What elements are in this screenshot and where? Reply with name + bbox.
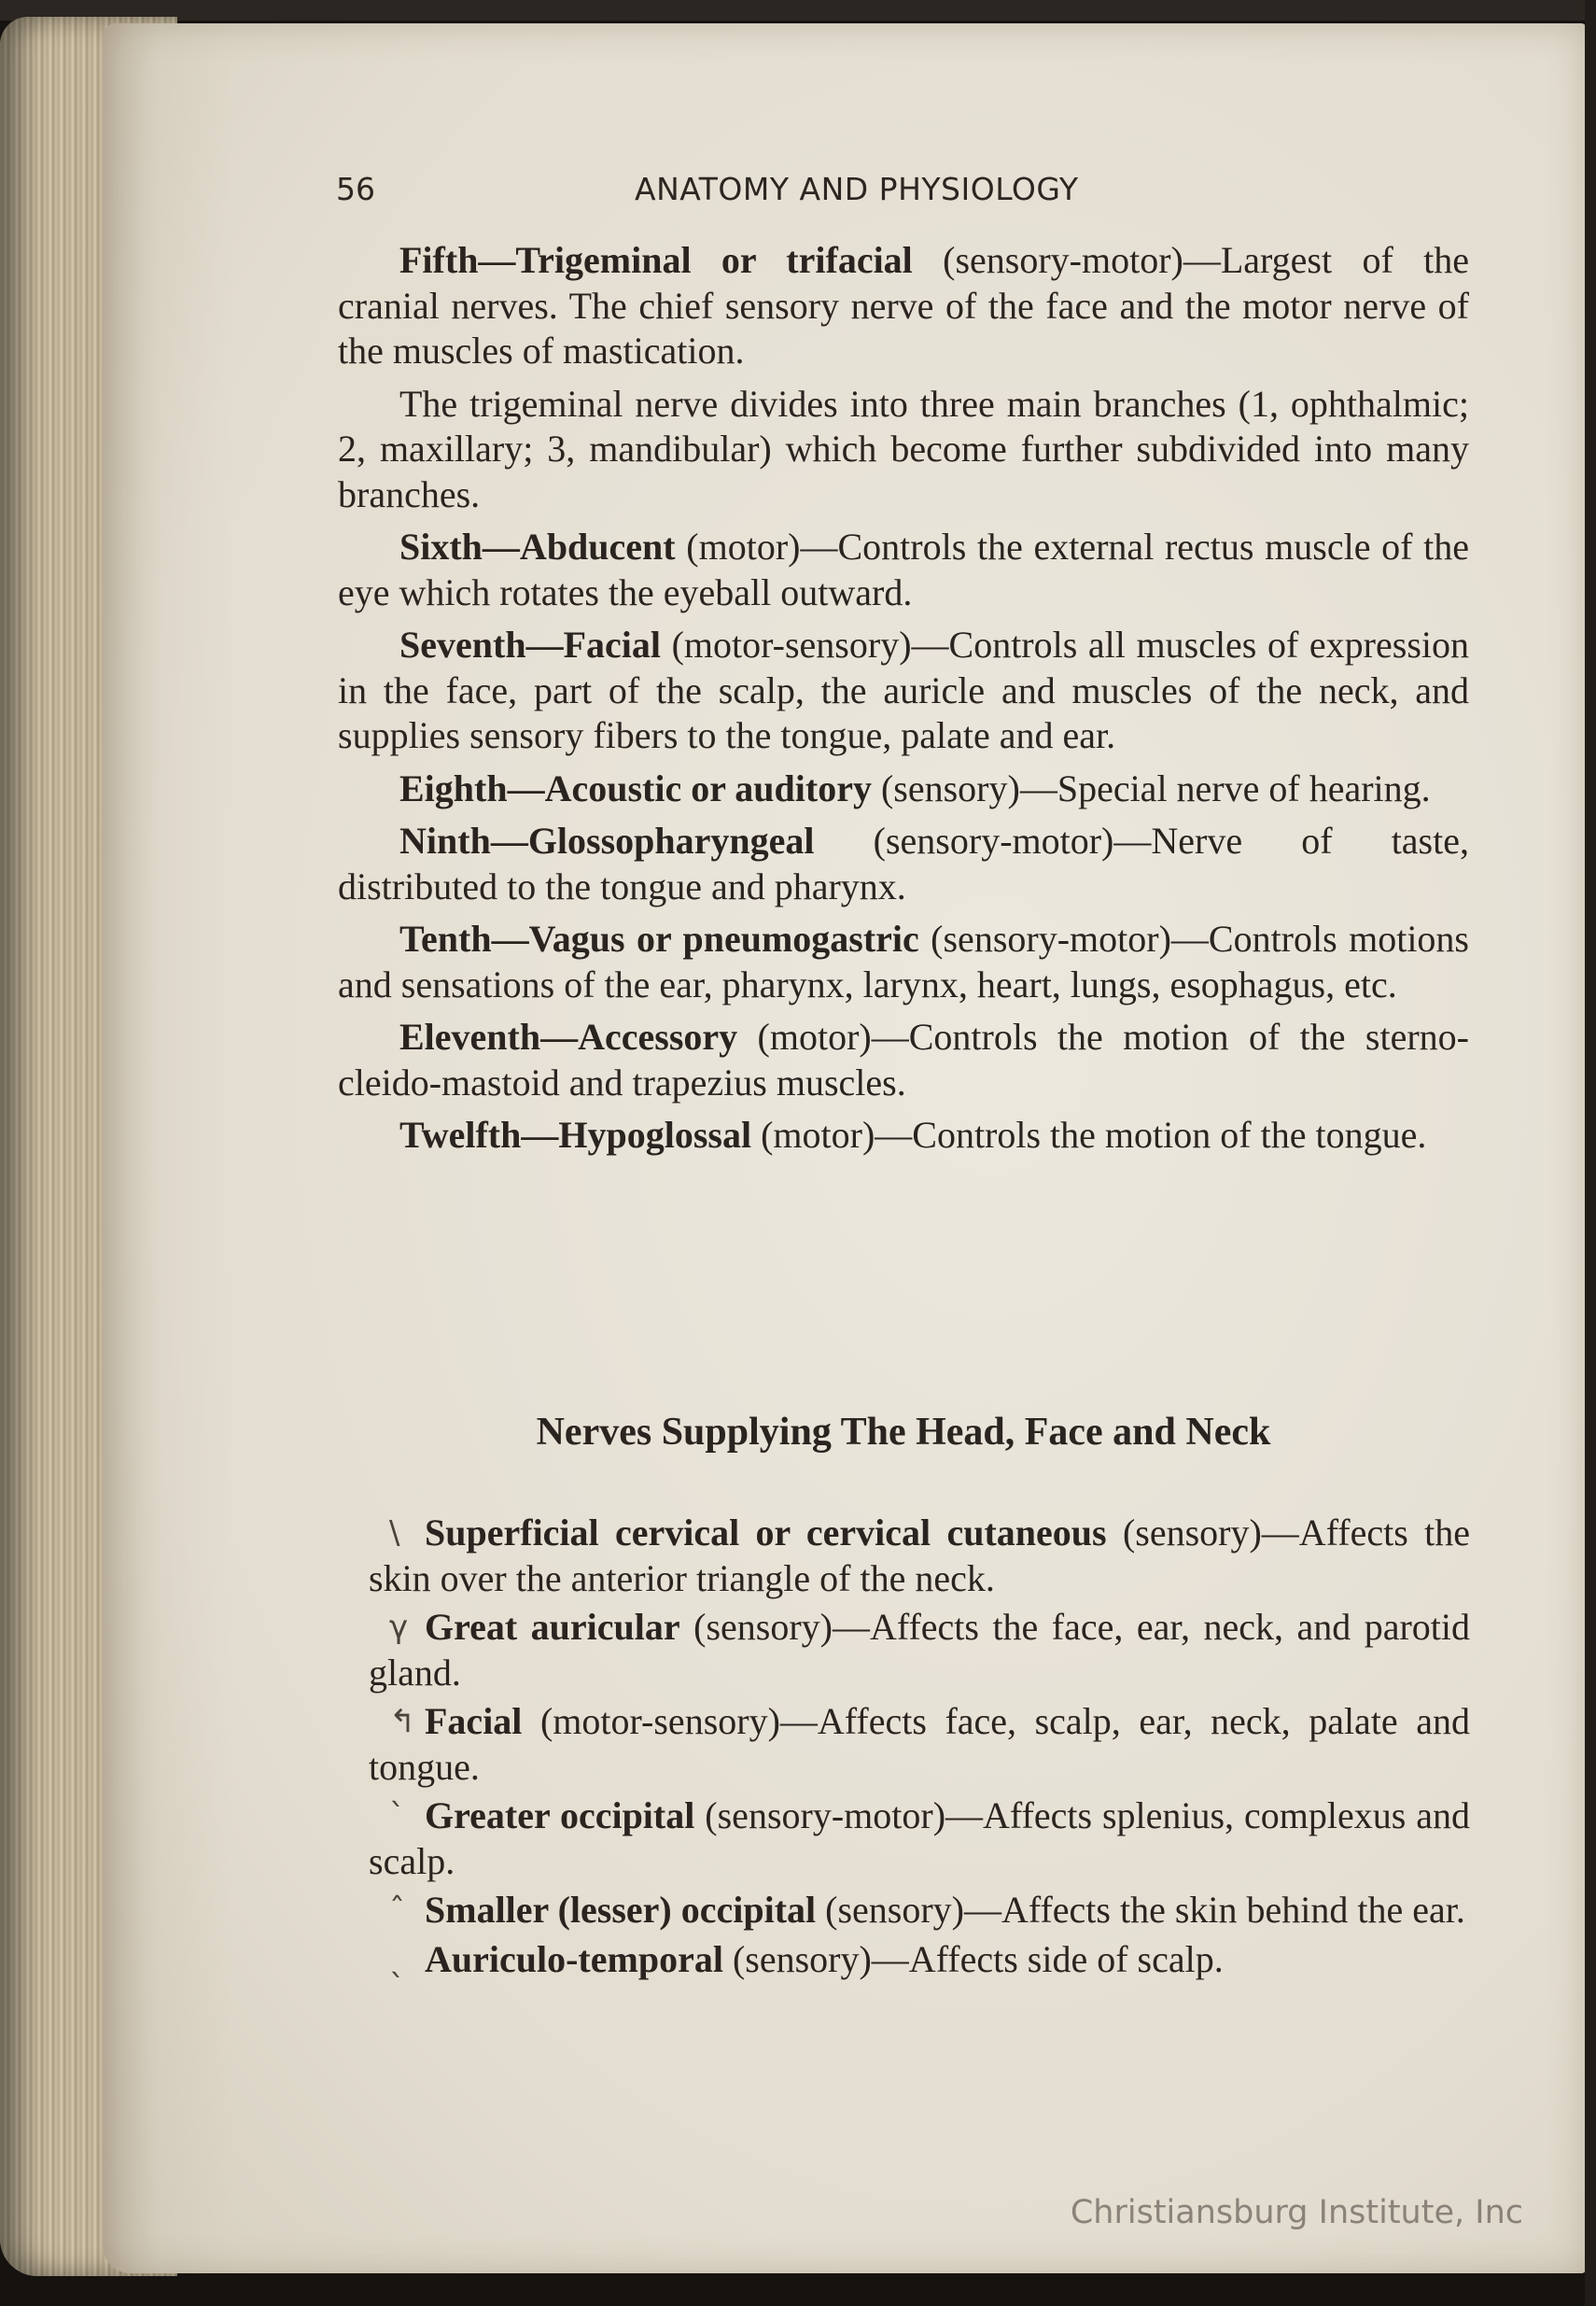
nerve-description: (sensory)—Affects side of scalp. bbox=[722, 1937, 1224, 1980]
head-nerve-item bbox=[369, 1937, 1470, 1983]
nerve-description: (motor-sensory)—Controls all muscles of expression in the face, part of the scalp, the auricle and muscles of the neck, and supplies sensory fibers to the tongue, palate and ear. bbox=[338, 624, 1469, 756]
nerve-title: Greater occipital bbox=[425, 1794, 695, 1836]
nerve-title: Great auricular bbox=[425, 1606, 680, 1648]
pencil-mark: ˎ bbox=[389, 1940, 405, 1978]
nerve-title: Twelfth—Hypoglossal bbox=[399, 1114, 752, 1156]
nerve-title: Ninth—Glossopharyngeal bbox=[399, 820, 815, 862]
nerve-description: (sensory-motor)—Largest of the cranial nerves. The chief sensory nerve of the face and the motor nerve of the muscles of mastication. bbox=[338, 239, 1469, 372]
nerve-description: (motor)—Controls the motion of the sterno-cleido-mastoid and trapezius muscles. bbox=[338, 1016, 1469, 1104]
cranial-nerves-list bbox=[338, 238, 1469, 1166]
nerve-description: (sensory-motor)—Nerve of taste, distributed to the tongue and pharynx. bbox=[338, 820, 1469, 907]
paragraph-trigeminal-branches bbox=[338, 382, 1469, 518]
nerve-title: Sixth—Abducent bbox=[399, 526, 676, 568]
pencil-mark: ˆ bbox=[389, 1891, 405, 1929]
nerve-title: Tenth—Vagus or pneumogastric bbox=[399, 918, 919, 960]
nerve-description: (sensory)—Affects the skin behind the ear. bbox=[816, 1889, 1465, 1931]
nerve-title: Superficial cervical or cervical cutaneous bbox=[425, 1512, 1107, 1554]
section-heading: Nerves Supplying The Head, Face and Neck bbox=[536, 1411, 1271, 1454]
nerve-description: (sensory-motor)—Controls motions and sensations of the ear, pharynx, larynx, heart, lungs, esophagus, etc. bbox=[338, 918, 1469, 1005]
nerve-description: The trigeminal nerve divides into three main branches (1, ophthalmic; 2, maxillary; 3, mandibular) which become further subdivided into many branches. bbox=[338, 382, 1469, 515]
head-nerve-item bbox=[369, 1888, 1470, 1933]
paragraph-fifth bbox=[338, 238, 1469, 374]
head-nerve-item bbox=[369, 1511, 1470, 1601]
page-number: 56 bbox=[336, 171, 375, 207]
nerve-description: (motor-sensory)—Affects face, scalp, ear, neck, palate and tongue. bbox=[369, 1700, 1470, 1788]
pencil-mark: \ bbox=[389, 1514, 400, 1552]
paragraph-eleventh bbox=[338, 1015, 1469, 1105]
nerve-title: Smaller (lesser) occipital bbox=[425, 1889, 817, 1931]
paragraph-ninth bbox=[338, 819, 1469, 909]
nerve-title: Eighth—Acoustic or auditory bbox=[399, 766, 872, 809]
book-right-edge bbox=[1585, 0, 1596, 2306]
running-head: ANATOMY AND PHYSIOLOGY bbox=[635, 171, 1079, 207]
watermark: Christiansburg Institute, Inc bbox=[1070, 2194, 1523, 2231]
head-nerve-item bbox=[369, 1605, 1470, 1695]
nerve-title: Facial bbox=[425, 1700, 523, 1742]
paragraph-twelfth bbox=[338, 1113, 1469, 1159]
nerve-description: (sensory)—Affects the face, ear, neck, and parotid gland. bbox=[369, 1606, 1471, 1694]
head-nerves-list bbox=[369, 1511, 1470, 1986]
nerve-description: (sensory-motor)—Affects splenius, complexus and scalp. bbox=[369, 1794, 1470, 1882]
paragraph-eighth bbox=[338, 766, 1469, 812]
pencil-mark: γ bbox=[389, 1609, 409, 1646]
head-nerve-item bbox=[369, 1793, 1470, 1884]
page-header bbox=[336, 171, 1470, 218]
nerve-description: (motor)—Controls the external rectus muscle of the eye which rotates the eyeball outward. bbox=[338, 526, 1469, 613]
nerve-title: Fifth—Trigeminal or trifacial bbox=[399, 239, 913, 281]
head-nerve-item bbox=[369, 1699, 1470, 1790]
pencil-mark: ↰ bbox=[389, 1703, 416, 1740]
nerve-title: Eleventh—Accessory bbox=[399, 1016, 738, 1058]
nerve-description: (sensory)—Affects the skin over the anterior triangle of the neck. bbox=[369, 1512, 1470, 1599]
paragraph-seventh bbox=[338, 623, 1469, 759]
paragraph-sixth bbox=[338, 525, 1469, 615]
pencil-mark: ˋ bbox=[389, 1797, 405, 1835]
book-top-edge bbox=[0, 0, 1596, 21]
paragraph-tenth bbox=[338, 917, 1469, 1007]
nerve-description: (sensory)—Special nerve of hearing. bbox=[871, 766, 1431, 809]
nerve-description: (motor)—Controls the motion of the tongue. bbox=[751, 1114, 1427, 1156]
nerve-title: Seventh—Facial bbox=[399, 624, 661, 666]
nerve-title: Auriculo-temporal bbox=[425, 1937, 723, 1980]
